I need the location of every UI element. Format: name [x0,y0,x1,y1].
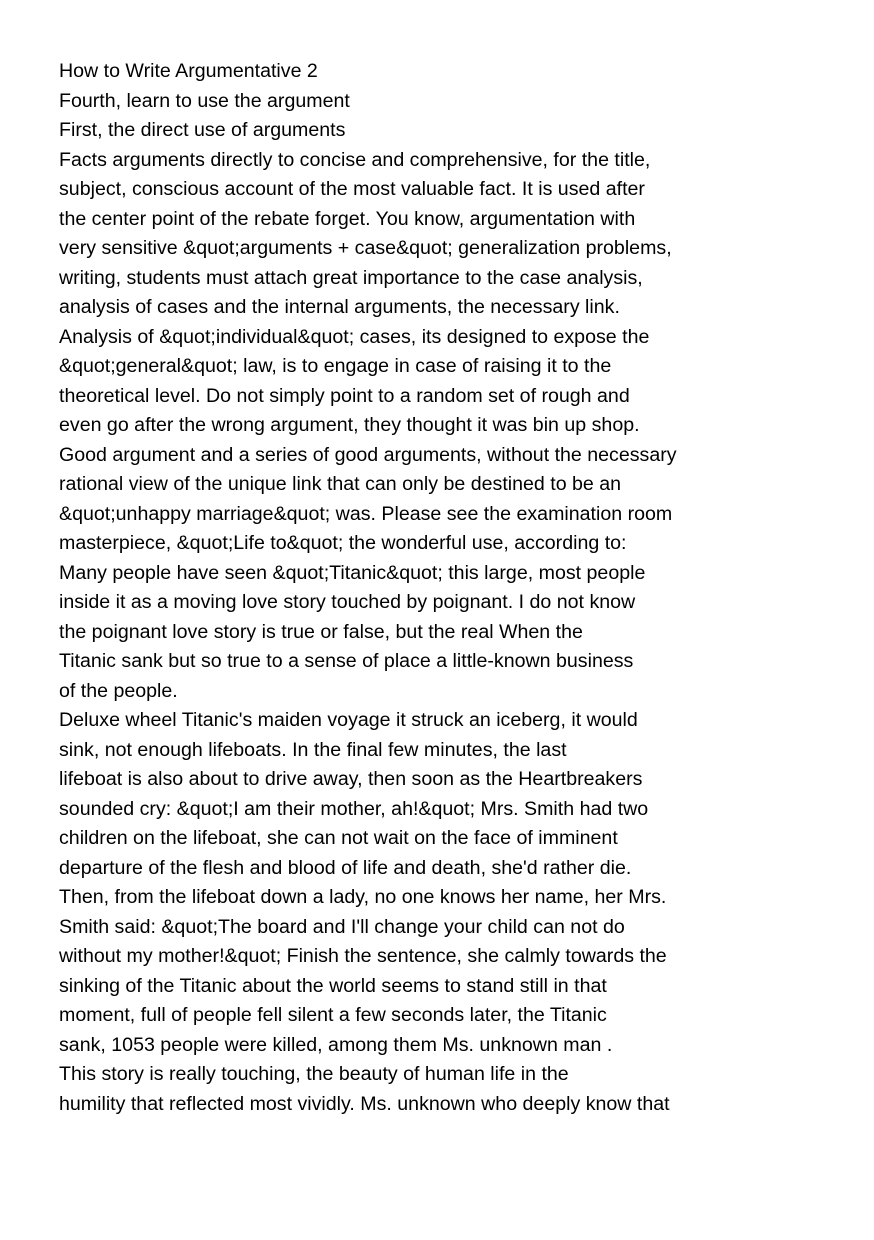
text-line: Good argument and a series of good arguments, without the necessary [59,443,677,466]
text-line: Analysis of &quot;individual&quot; cases, its designed to expose the [59,325,650,348]
text-line: writing, students must attach great importance to the case analysis, [59,266,643,289]
text-line: Titanic sank but so true to a sense of place a little-known business [59,650,634,672]
text-line: Deluxe wheel Titanic's maiden voyage it struck an iceberg, it would [59,709,638,731]
text-line: lifeboat is also about to drive away, then soon as the Heartbreakers [59,768,643,790]
text-line: First, the direct use of arguments [59,119,346,141]
text-line: Then, from the lifeboat down a lady, no one knows her name, her Mrs. [59,886,667,908]
text-line: Facts arguments directly to concise and comprehensive, for the title, [59,148,651,171]
text-line: rational view of the unique link that can only be destined to be an [59,473,622,495]
document-title: How to Write Argumentative 2 [59,60,318,82]
text-line: Fourth, learn to use the argument [59,89,350,112]
text-line: masterpiece, &quot;Life to&quot; the wonderful use, according to: [59,532,627,554]
text-line: subject, conscious account of the most valuable fact. It is used after [59,178,645,200]
document-page [59,57,859,1119]
text-line: &quot;unhappy marriage&quot; was. Please see the examination room [59,502,673,525]
text-line: departure of the flesh and blood of life and death, she'd rather die. [59,856,632,879]
text-line: even go after the wrong argument, they thought it was bin up shop. [59,414,640,436]
text-line: sounded cry: &quot;I am their mother, ah!&quot; Mrs. Smith had two [59,797,649,820]
text-line: sank, 1053 people were killed, among them Ms. unknown man . [59,1033,613,1056]
text-line: of the people. [59,679,178,702]
text-line: analysis of cases and the internal arguments, the necessary link. [59,296,620,318]
text-line: the poignant love story is true or false, but the real When the [59,620,583,643]
text-line: moment, full of people fell silent a few seconds later, the Titanic [59,1004,607,1026]
text-line: Many people have seen &quot;Titanic&quot; this large, most people [59,561,646,584]
text-line: children on the lifeboat, she can not wait on the face of imminent [59,827,618,849]
text-line: inside it as a moving love story touched by poignant. I do not know [59,591,636,613]
text-line: Smith said: &quot;The board and I'll change your child can not do [59,915,625,938]
text-line: humility that reflected most vividly. Ms. unknown who deeply know that [59,1092,670,1115]
text-line: sinking of the Titanic about the world seems to stand still in that [59,974,607,997]
text-line: sink, not enough lifeboats. In the final few minutes, the last [59,738,567,761]
text-line: the center point of the rebate forget. You know, argumentation with [59,207,636,230]
text-line: very sensitive &quot;arguments + case&quot; generalization problems, [59,237,672,259]
text-line: theoretical level. Do not simply point to a random set of rough and [59,384,630,407]
text-line: This story is really touching, the beauty of human life in the [59,1063,569,1085]
text-line: without my mother!&quot; Finish the sentence, she calmly towards the [59,945,667,967]
text-line: &quot;general&quot; law, is to engage in case of raising it to the [59,355,612,377]
